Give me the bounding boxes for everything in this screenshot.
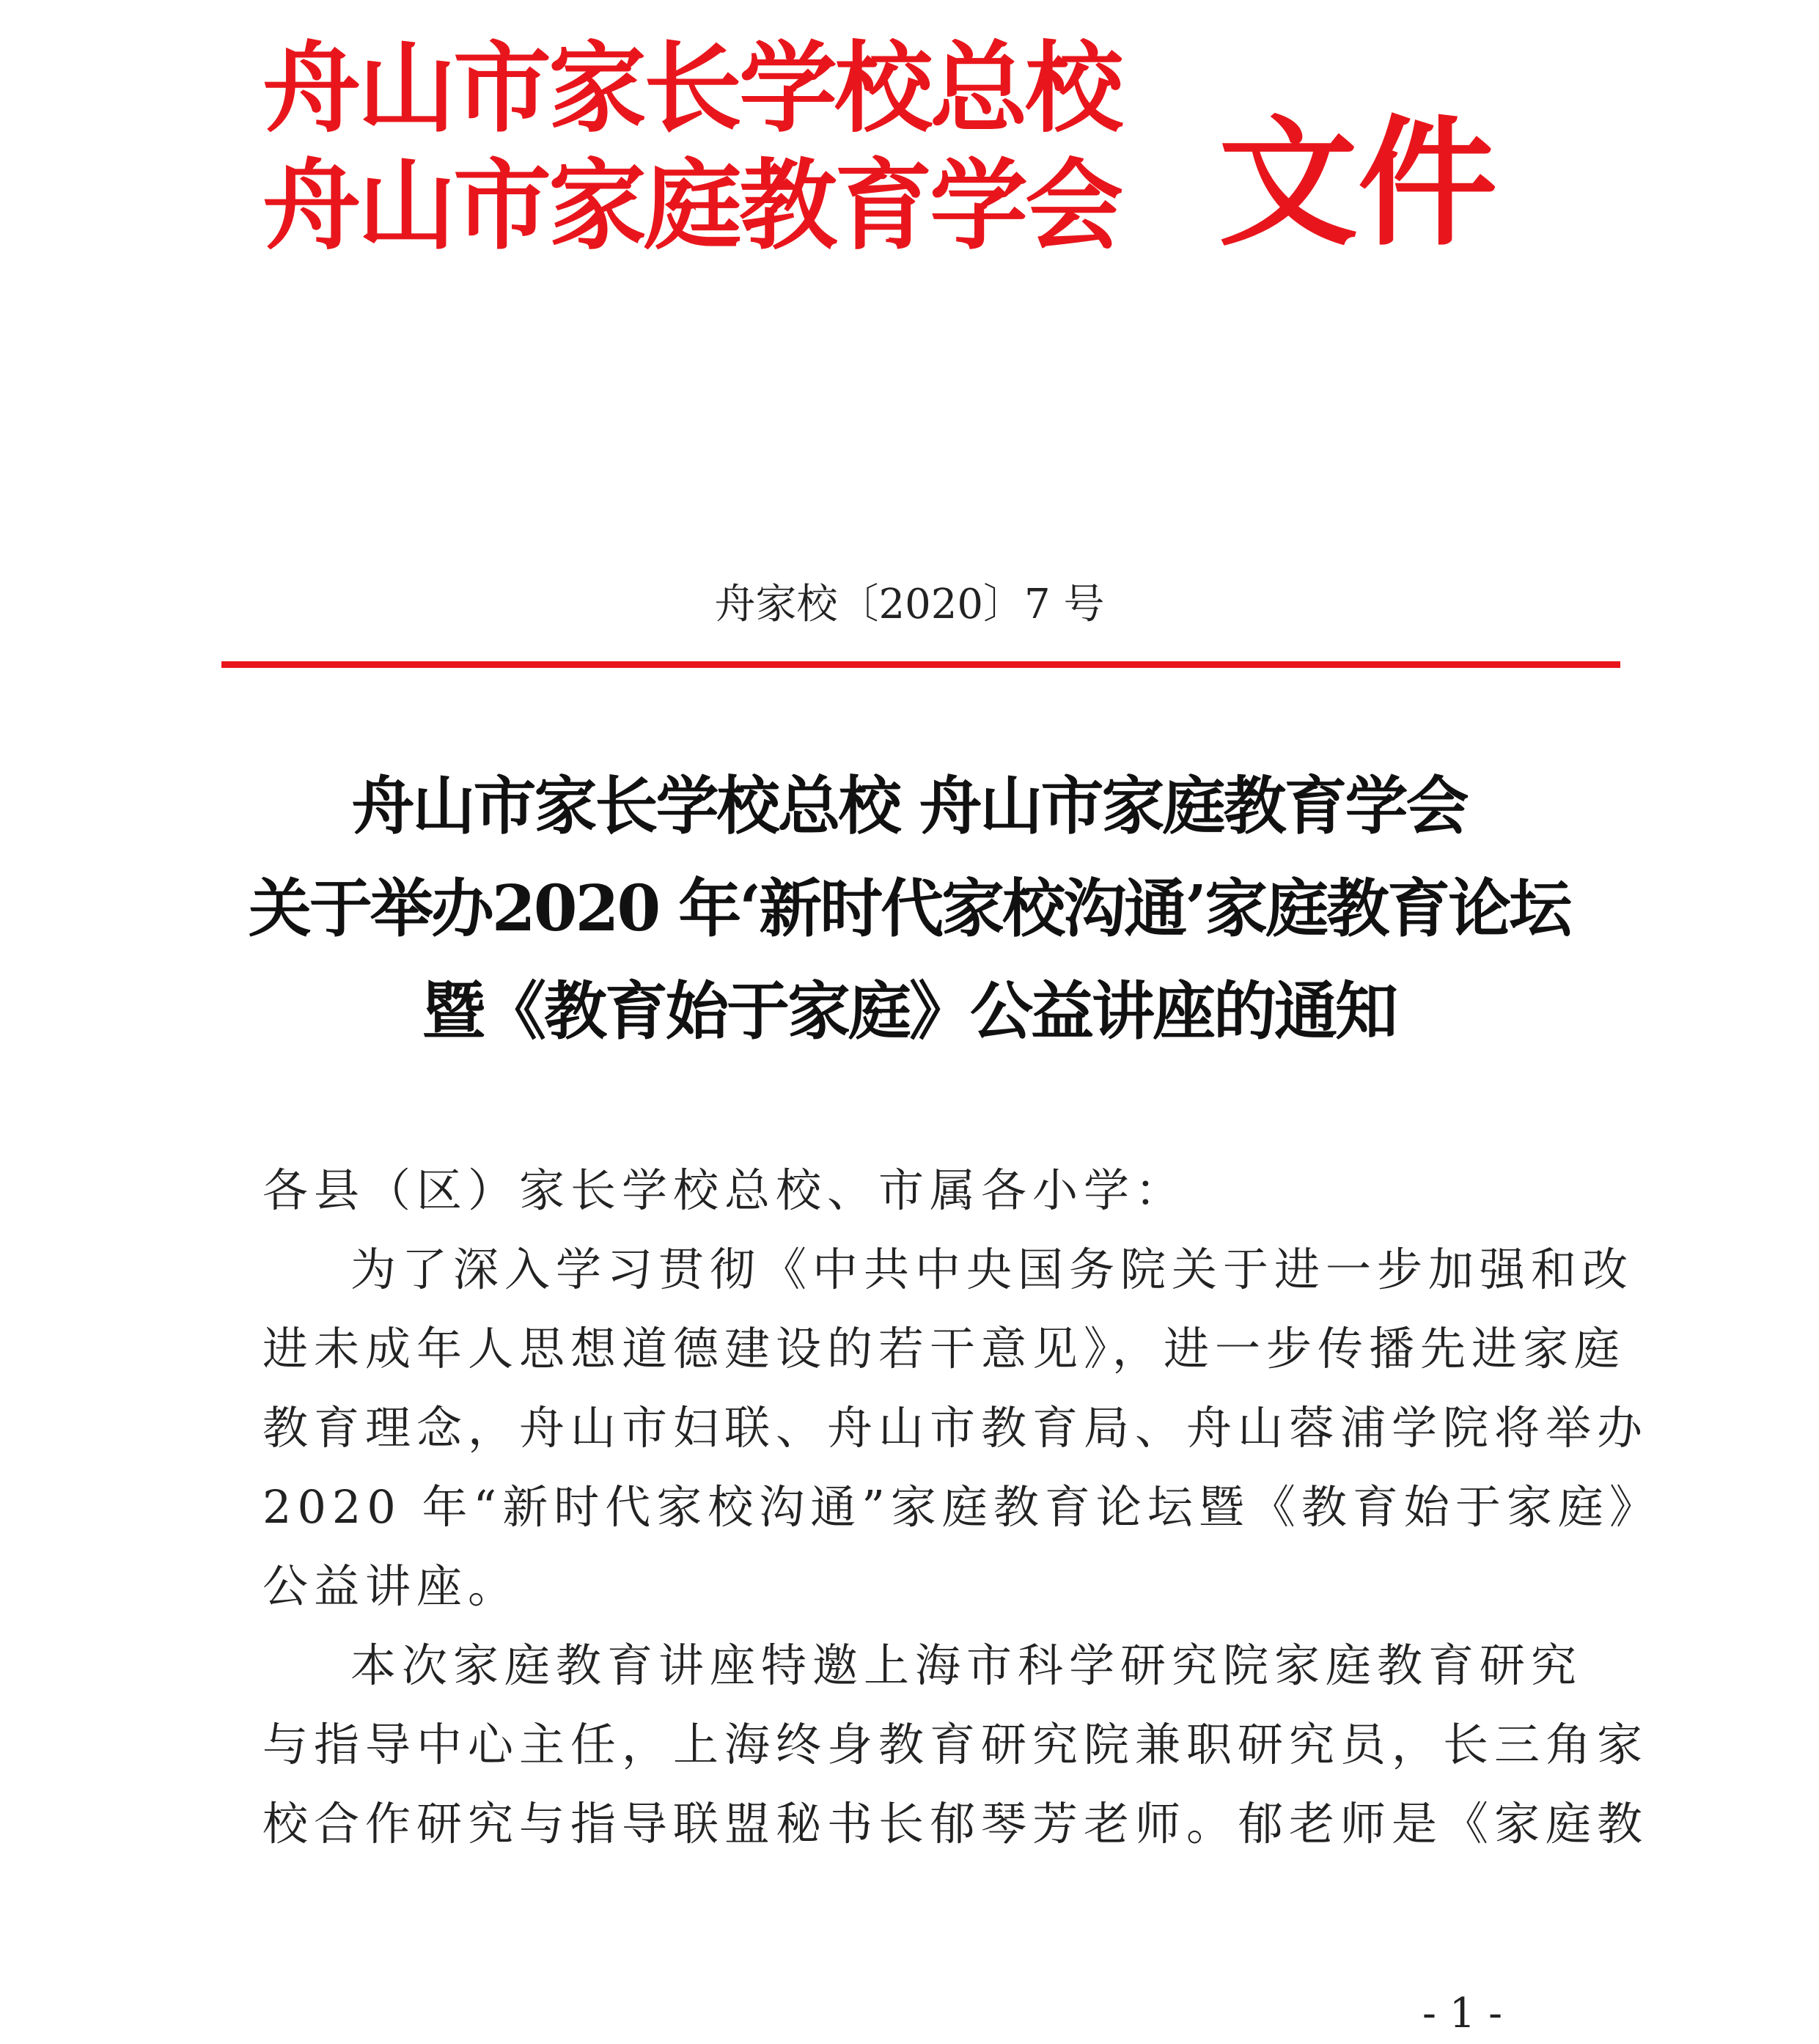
document-title: [176, 755, 1642, 1063]
paragraph-line: 教育理念，舟山市妇联、舟山市教育局、舟山蓉浦学院将举办: [262, 1401, 1649, 1455]
issuing-organization-2: 舟山市家庭教育学会: [262, 147, 1121, 263]
document-number: 舟家校〔2020〕7 号: [714, 581, 1105, 628]
paragraph-line: 与指导中心主任，上海终身教育研究院兼职研究员，长三角家: [262, 1718, 1649, 1771]
header-suffix: 文件: [1219, 101, 1498, 265]
paragraph-2: [262, 1626, 1649, 1864]
paragraph-line: 2020 年“新时代家校沟通”家庭教育论坛暨《教育始于家庭》: [262, 1480, 1661, 1534]
red-divider-line: [221, 661, 1620, 668]
paragraph-line: 进未成年人思想道德建设的若干意见》，进一步传播先进家庭: [262, 1322, 1626, 1375]
issuing-organization-1: 舟山市家长学校总校: [262, 30, 1121, 146]
issuing-organizations: [262, 29, 1230, 264]
salutation: 各县（区）家长学校总校、市属各小学：: [262, 1163, 1187, 1217]
paragraph-1: [262, 1230, 1661, 1626]
paragraph-line: 校合作研究与指导联盟秘书长郁琴芳老师。郁老师是《家庭教: [262, 1797, 1649, 1850]
document-body: [262, 1151, 1661, 1864]
paragraph-line: 公益讲座。: [262, 1559, 520, 1613]
page-number: - 1 -: [1422, 1990, 1503, 2037]
paragraph-line: 为了深入学习贯彻《中共中央国务院关于进一步加强和改: [350, 1243, 1634, 1296]
paragraph-line: 本次家庭教育讲座特邀上海市科学研究院家庭教育研究: [350, 1639, 1583, 1692]
title-line-2: 关于举办2020 年‘新时代家校沟通’家庭教育论坛: [248, 872, 1570, 946]
title-line-1: 舟山市家长学校总校 舟山市家庭教育学会: [351, 769, 1467, 843]
title-line-3: 暨《教育始于家庭》公益讲座的通知: [422, 974, 1396, 1048]
